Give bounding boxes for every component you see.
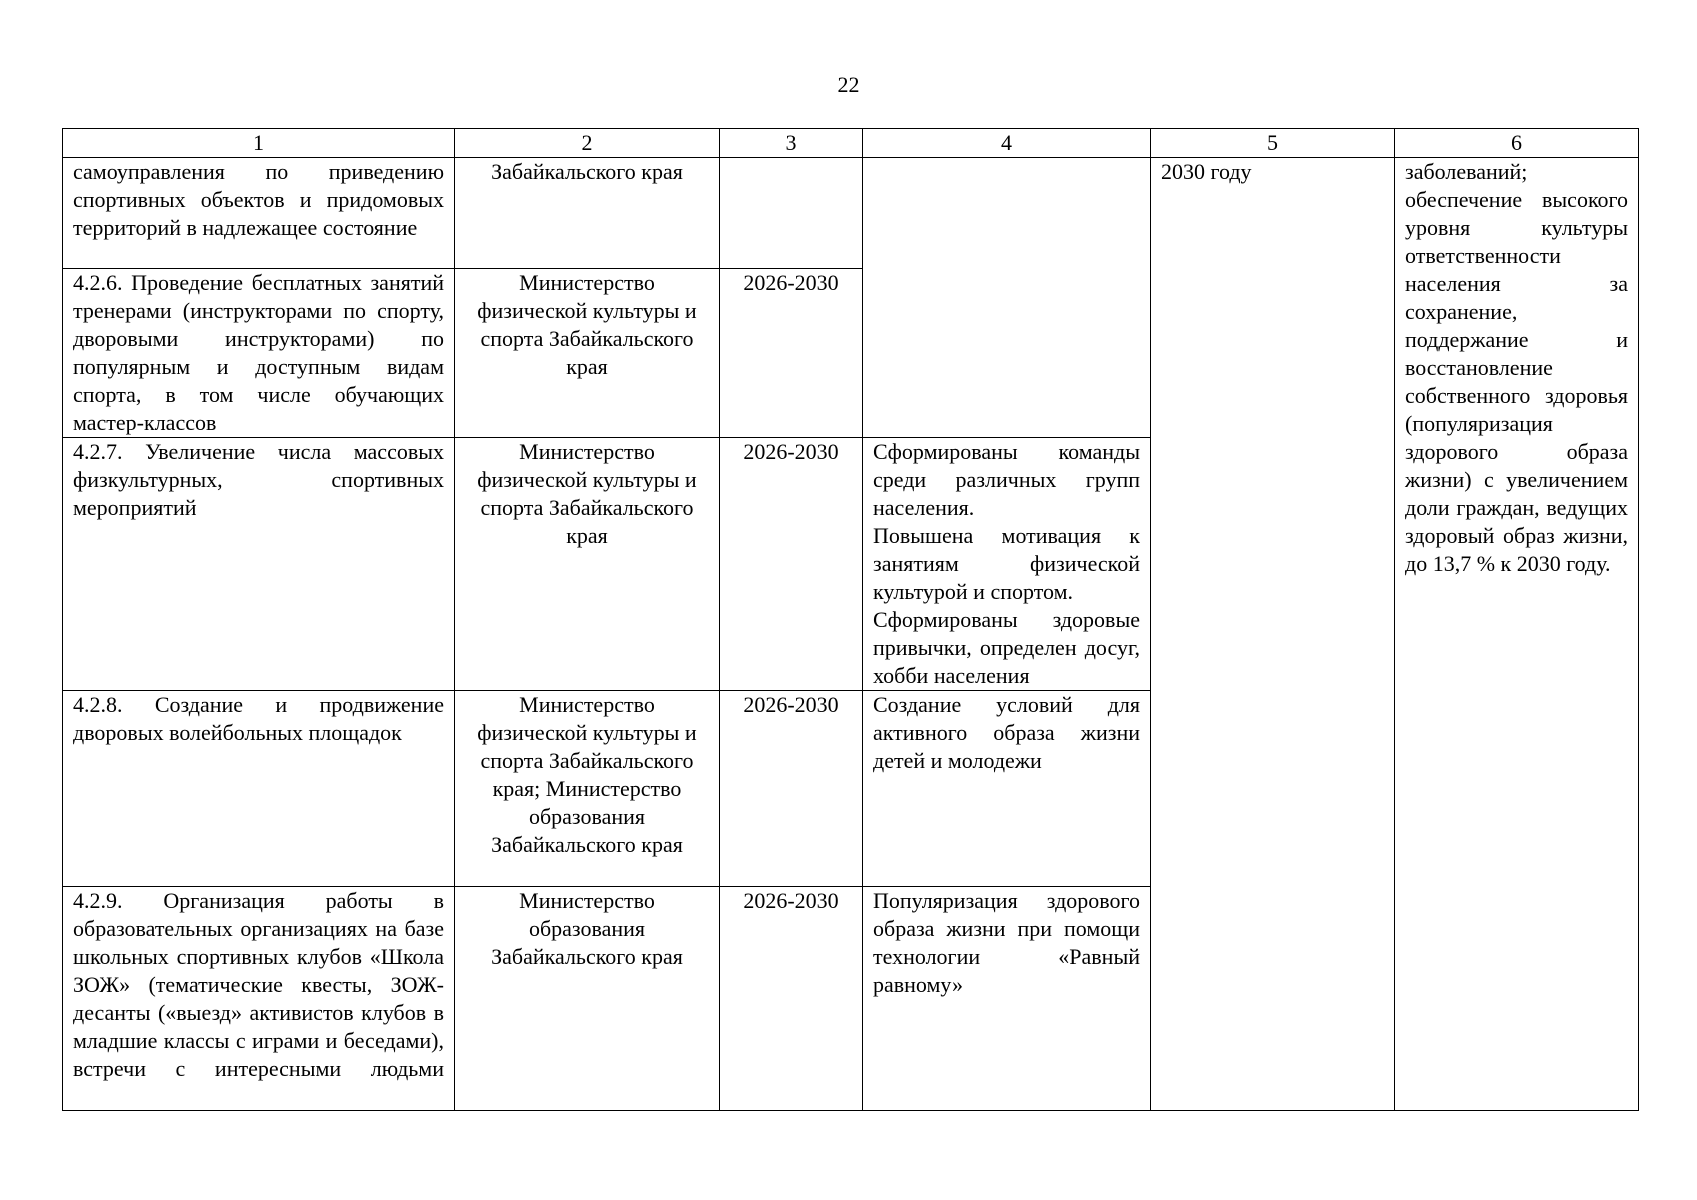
period-cell: 2026-2030 <box>720 269 863 438</box>
column-header-2: 2 <box>455 129 720 158</box>
period-cell: 2026-2030 <box>720 691 863 887</box>
measure-cell: 4.2.7. Увеличение числа массовых физкультурных, спортивных мероприятий <box>63 438 455 691</box>
column-header-6: 6 <box>1395 129 1639 158</box>
result-line: Популяризация здорового образа жизни при помощи технологии «Равный равному» <box>873 888 1140 997</box>
result-cell <box>863 438 1151 691</box>
executor-cell: Забайкальского края <box>455 158 720 269</box>
period-cell: 2026-2030 <box>720 887 863 1111</box>
measure-cell: 4.2.6. Проведение бесплатных занятий тренерами (инструкторами по спорту, дворовыми инструкторами) по популярным и доступным видам спорта, в том числе обучающих мастер-классов <box>63 269 455 438</box>
result-cell <box>863 887 1151 1111</box>
page-number: 22 <box>837 72 860 97</box>
column-header-3: 3 <box>720 129 863 158</box>
result-cell <box>863 158 1151 438</box>
executor-cell: Министерство физической культуры и спорта Забайкальского края <box>455 269 720 438</box>
table-row <box>63 158 1639 269</box>
result-line: Создание условий для активного образа жизни детей и молодежи <box>873 692 1140 773</box>
result-line: Сформированы команды среди различных групп населения. <box>873 439 1140 520</box>
measure-cell: 4.2.9. Организация работы в образовательных организациях на базе школьных спортивных клубов «Школа ЗОЖ» (тематические квесты, ЗОЖ-десанты («выезд» активистов клубов в младшие классы с играми и беседами), встречи с интересными людьми <box>63 887 455 1111</box>
period-cell: 2026-2030 <box>720 438 863 691</box>
result-cell <box>863 691 1151 887</box>
column-header-5: 5 <box>1151 129 1395 158</box>
indicator-line: обеспечение высокого уровня культуры ответственности населения за сохранение, поддержание и восстановление собственного здоровья (популяризация здорового образа жизни) с увеличением доли граждан, ведущих здоровый образ жизни, до 13,7 % к 2030 году. <box>1405 187 1628 576</box>
indicator-line: заболеваний; <box>1405 159 1528 184</box>
deadline-cell: 2030 году <box>1151 158 1395 1111</box>
column-header-4: 4 <box>863 129 1151 158</box>
measures-table <box>62 128 1639 1111</box>
indicator-cell <box>1395 158 1639 1111</box>
table-header-row <box>63 129 1639 158</box>
measure-cell: 4.2.8. Создание и продвижение дворовых волейбольных площадок <box>63 691 455 887</box>
measure-cell: самоуправления по приведению спортивных объектов и придомовых территорий в надлежащее состояние <box>63 158 455 269</box>
result-line: Повышена мотивация к занятиям физической культурой и спортом. <box>873 523 1140 604</box>
result-line: Сформированы здоровые привычки, определен досуг, хобби населения <box>873 607 1140 688</box>
executor-cell: Министерство образования Забайкальского края <box>455 887 720 1111</box>
executor-cell: Министерство физической культуры и спорта Забайкальского края <box>455 438 720 691</box>
executor-cell: Министерство физической культуры и спорта Забайкальского края; Министерство образования Забайкальского края <box>455 691 720 887</box>
period-cell <box>720 158 863 269</box>
column-header-1: 1 <box>63 129 455 158</box>
